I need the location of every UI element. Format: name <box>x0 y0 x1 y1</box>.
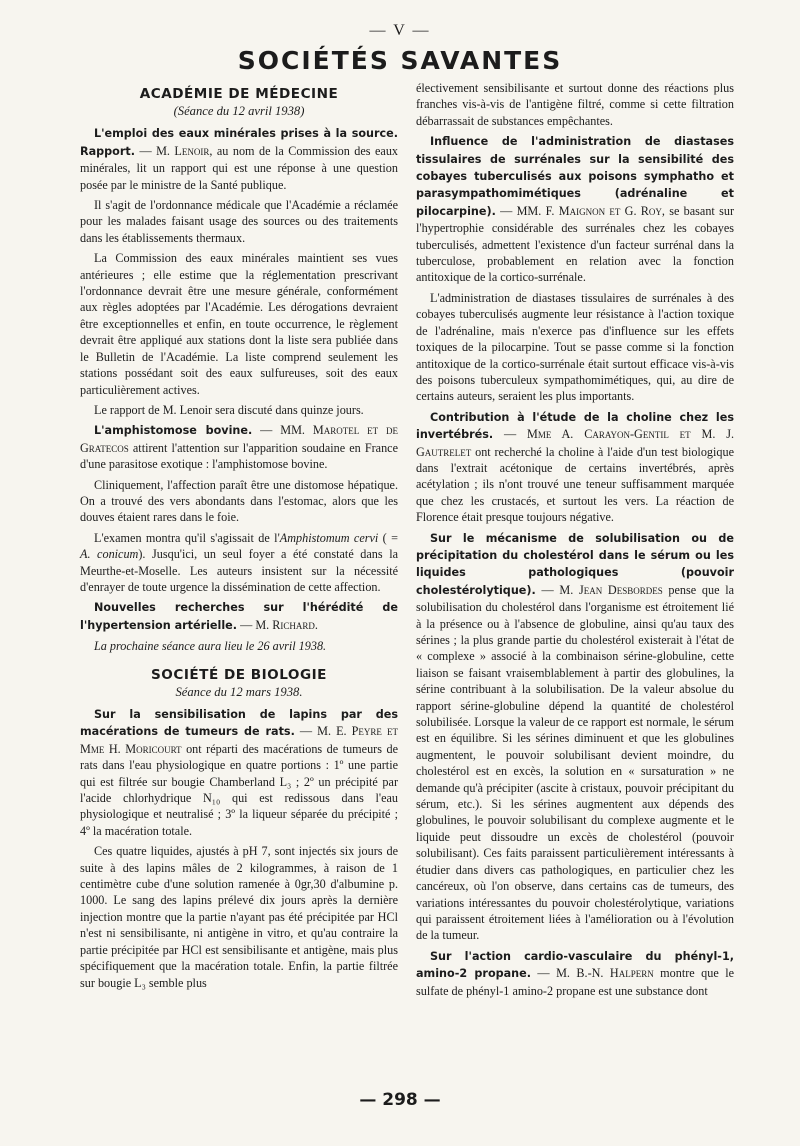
biologie-heading: SOCIÉTÉ DE BIOLOGIE <box>151 666 327 683</box>
article-text: pense que la solubilisation du cholestérol dans l'organisme est étroitement lié à la présence ou à l'absence de globuline, ainsi qu'au taux des sérines ; la plus grande partie du cholestérol existerait à l'état de « complexe » associé à la combinaison sérine-globuline, cette liaison se faisant vraisemblablement à partir des globulines, la sérine contribuant à la solubilisation. De la valeur absolue du rapport sérine-globuline dépend la quantité de cholestérol solubilisée. Lorsque la valeur de ce rapport est normale, le sérum est en équilibre. Si les sérines diminuent et que les globulines augmentent, le pouvoir solubilisant devient moindre, du cholestérol est en excès, la solution en « sursaturation » ne demande qu'à précipiter (ascite à cristaux, pouvoir précipitant du sérum, etc.). Si les sérines augmentent aux dépends des globulines, le pouvoir solubilisant du complexe augmente et le liquide peut dissoudre un excès de cholestérol (pouvoir solubilisant). Ces faits paraissent particulièrement intéressants à étudier dans divers cas pathologiques, en particulier chez les cancéreux, où l'on observe, dans certains cas de tumeurs, des variations intéressantes du pouvoir cholestérolytique, variations qui paraissent étroitement liées à l'amélioration ou à l'évolution de la tumeur. <box>416 582 734 943</box>
article-text: ont réparti des macérations de tumeurs de rats dans l'eau physiologique en quatre portions : 1º une partie qui est filtrée sur bougie Chamberland L₃ ; 2º un précipité par l'acide chlorhydrique N₁₀ qui est redissous dans l'eau physiologique et neutralisé ; 3º la liqueur séparée du précipité ; 4º la macération totale. <box>80 741 398 838</box>
text-run: ( = <box>378 530 399 545</box>
article-title: Sur le mécanisme de solubilisation ou de précipitation du cholestérol dans le sérum ou les liquides pathologiques (pouvoir cholestérolytique). <box>416 531 734 597</box>
article-cholesterol: Sur le mécanisme de solubilisation ou de précipitation du cholestérol dans le sérum ou les liquides pathologiques (pouvoir cholestérolytique). — M. Jean Desbordes pense que la solubilisation du cholestérol dans l'organisme est étroitement lié à la présence ou à l'absence de globuline, ainsi qu'au taux des sérines ; la plus grande partie du cholestérol existerait à l'état de « complexe » associé à la combinaison sérine-globuline, cette liaison se faisant vraisemblablement à partir des globulines, la sérine contribuant à la solubilisation. De la valeur absolue du rapport sérine-globuline dépend la quantité de cholestérol solubilisée. Lorsque la valeur de ce rapport est normale, le sérum est en équilibre. Si les sérines diminuent et que les globulines augmentent, le pouvoir solubilisant devient moindre, du cholestérol est en excès, la solution en « sursaturation » ne demande qu'à précipiter (ascite à cristaux, pouvoir précipitant du sérum, etc.). Si les sérines augmentent aux dépends des globulines, le pouvoir solubilisant du complexe augmente et le liquide peut dissoudre un excès de cholestérol (pouvoir solubilisant). Ces faits paraissent particulièrement intéressants à étudier dans divers cas pathologiques, en particulier chez les cancéreux, où l'on observe, dans certains cas de tumeurs, des variations intéressantes du pouvoir cholestérolytique, variations qui paraissent étroitement liées à l'amélioration ou à l'évolution de la tumeur. <box>416 531 734 943</box>
article-amphistomose: L'amphistomose bovine. — MM. Marotel et de Gratecos attirent l'attention sur l'apparition soudaine en France d'une parasitose exotique : l'amphistomose bovine. <box>80 423 398 472</box>
article-title: Influence de l'administration de diastases tissulaires de surrénales sur la sensibilité des cobayes tuberculisés aux poisons symphatho et parasympathomimétiques (adrénaline et pilocarpine). <box>416 135 734 218</box>
article-diastases: Influence de l'administration de diastases tissulaires de surrénales sur la sensibilité des cobayes tuberculisés aux poisons symphatho et parasympathomimétiques (adrénaline et pilocarpine). — MM. F. Maignon et G. Roy, se basant sur l'hypertrophie considérable des surrénales chez les cobayes tuberculisés, admettent l'existence d'un facteur surrénal dans la tuberculose, probablement en relation avec la fonction antitoxique de la cortico-surrénale. <box>416 135 734 285</box>
paragraph-continued: électivement sensibilisante et surtout donne des réactions plus franches vis-à-vis de l'antigène filtré, comme si cette filtration débarrassait de substances empêchantes. <box>416 81 734 128</box>
article-text: , au nom de la Commission des eaux minérales, lit un rapport qui est une réponse à une question posée par le ministre de la Santé publique. <box>80 143 399 192</box>
paragraph: Cliniquement, l'affection paraît être une distomose hépatique. On a trouvé des vers abondants dans l'estomac, alors que les douves étaient rares dans le foie. <box>80 477 398 525</box>
article-author: M. E. Peyre et Mme H. Moricourt <box>80 724 398 756</box>
article-title: Sur l'action cardio-vasculaire du phényl-1, amino-2 propane. <box>416 949 734 981</box>
roman-folio: — V — <box>369 22 431 39</box>
article-author: M. Richard <box>255 617 315 632</box>
paragraph: Il s'agit de l'ordonnance médicale que l'Académie a réclamée pour les malades faisant usage des sources ou des traitements dans les établissements thermaux. <box>80 198 398 245</box>
article-hypertension: Nouvelles recherches sur l'hérédité de l'hypertension artérielle. — M. Richard. <box>80 601 398 632</box>
article-phenyl-amino-propane: Sur l'action cardio-vasculaire du phényl-1, amino-2 propane. — M. B.-N. Halpern montre que le sulfate de phényl-1 amino-2 propane est une substance dont <box>416 949 734 998</box>
paragraph <box>80 530 398 596</box>
paragraph: Ces quatre liquides, ajustés à pH 7, sont injectés six jours de suite à des lapins mâles de 2 kilogrammes, à raison de 1 centimètre cube d'une solution ramenée à 0gr,30 d'albumine p. 1000. Le sang des lapins prélevé dix jours après la dernière injection montre que la partie n'ayant pas été précipitée par HCl n'est ni sensibilisante, ni antigène in vitro, et qu'au contraire la partie précipitée par HCl est sensibilisante et antigène, mais plus spécifiquement que la macération totale. Enfin, la partie filtrée sur bougie L₃ semble plus <box>80 844 398 990</box>
two-column-body <box>80 80 748 1090</box>
section-banner: SOCIÉTÉS SAVANTES <box>237 46 563 75</box>
article-author: MM. F. Maignon et G. Roy <box>516 203 662 218</box>
article-author: M. B.-N. Halpern <box>556 966 654 981</box>
article-title: L'amphistomose bovine. <box>94 424 253 438</box>
text-run: L'examen montra qu'il s'agissait de l' <box>94 530 280 545</box>
article-author: M. Lenoir <box>156 143 210 158</box>
next-session-note: La prochaine séance aura lieu le 26 avril 1938. <box>94 639 327 654</box>
article-text: attirent l'attention sur l'apparition soudaine en France d'une parasitose exotique : l'amphistomose bovine. <box>80 440 398 472</box>
academie-heading: ACADÉMIE DE MÉDECINE <box>139 86 339 102</box>
species-name: Amphistomum cervi <box>279 530 379 545</box>
article-author: M. Jean Desbordes <box>559 582 663 597</box>
article-author: MM. Marotel et de Gratecos <box>80 423 398 455</box>
left-column <box>80 80 398 995</box>
article-author: Mme A. Carayon-Gentil et M. J. Gautrelet <box>416 427 735 459</box>
article-title: Contribution à l'étude de la choline chez les invertébrés. <box>416 410 734 442</box>
article-choline: Contribution à l'étude de la choline chez les invertébrés. — Mme A. Carayon-Gentil et M. J. Gautrelet ont recherché la choline à l'aide d'un test biologique dans l'extrait acétonique de certains invertébrés, après acétylation ; ils n'ont trouvé une teneur suffisamment marquée que chez les crustacés, et surtout les vers. La réaction de Florence était presque toujours négative. <box>416 410 735 525</box>
article-eaux-minerales: L'emploi des eaux minérales prises à la source. Rapport. — M. Lenoir, au nom de la Commission des eaux minérales, lit un rapport qui est une réponse à une question posée par le ministre de la Santé publique. <box>80 127 399 192</box>
paragraph: La Commission des eaux minérales maintient ses vues antérieures ; elle estime que la réglementation prescrivant l'ordonnance devrait être une mesure générale, conformément aux règles adoptées par l'Académie. Les dérogations devraient être exceptionnelles et enfin, en toute occurrence, le règlement devrait être appliqué aux stations dont la liste sera publiée dans le Bulletin de l'Académie. La liste comprend seulement les stations possédant soit des eaux sulfureuses, soit des eaux particulièrement actives. <box>80 251 398 397</box>
article-text: montre que le sulfate de phényl-1 amino-2 propane est une substance dont <box>416 966 734 998</box>
paragraph: L'administration de diastases tissulaires de surrénales à des cobayes tuberculisés augmente leur résistance à l'action toxique de l'adrénaline, mais n'exerce pas d'influence sur les effets toxiques de la pilocarpine. Tout se passe comme si la fonction antitoxique de la cortico-surrénale était surtout efficace vis-à-vis des poisons tuberculeux sympathomimétiques, qui, au dire de certains auteurs, seraient les plus importants. <box>416 290 734 404</box>
article-title: Nouvelles recherches sur l'hérédité de l'hypertension artérielle. <box>80 601 398 632</box>
species-synonym: A. conicum <box>80 547 139 562</box>
article-title: L'emploi des eaux minérales prises à la source. Rapport. <box>80 127 398 158</box>
biologie-session: Séance du 12 mars 1938. <box>175 684 303 699</box>
text-run: ). Jusqu'ici, un seul foyer a été constaté dans la Meurthe-et-Moselle. Les auteurs insistent sur la nécessité d'enrayer de toute urgence la dissémination de cette affection. <box>80 547 399 594</box>
academie-session: (Séance du 12 avril 1938) <box>173 104 305 118</box>
article-text: ont recherché la choline à l'aide d'un test biologique dans l'extrait acétonique de certains invertébrés, après acétylation ; ils n'ont trouvé une teneur suffisamment marquée que chez les crustacés, et surtout les vers. La réaction de Florence était presque toujours négative. <box>416 444 734 525</box>
page-number: — 298 — <box>359 1090 441 1110</box>
article-title: Sur la sensibilisation de lapins par des macérations de tumeurs de rats. <box>80 708 398 739</box>
right-column <box>416 80 734 1003</box>
article-sensibilisation: Sur la sensibilisation de lapins par des macérations de tumeurs de rats. — M. E. Peyre et Mme H. Moricourt ont réparti des macérations de tumeurs de rats dans l'eau physiologique en quatre portions : 1º une partie qui est filtrée sur bougie Chamberland L₃ ; 2º un précipité par l'acide chlorhydrique N₁₀ qui est redissous dans l'eau physiologique et neutralisé ; 3º la liqueur séparée du précipité ; 4º la macération totale. <box>80 708 398 838</box>
paragraph: Le rapport de M. Lenoir sera discuté dans quinze jours. <box>94 402 364 417</box>
article-text: , se basant sur l'hypertrophie considérable des surrénales chez les cobayes tuberculisés, admettent l'existence d'un facteur surrénal dans la tuberculose, probablement en relation avec la fonction antitoxique de la cortico-surrénale. <box>416 203 734 285</box>
